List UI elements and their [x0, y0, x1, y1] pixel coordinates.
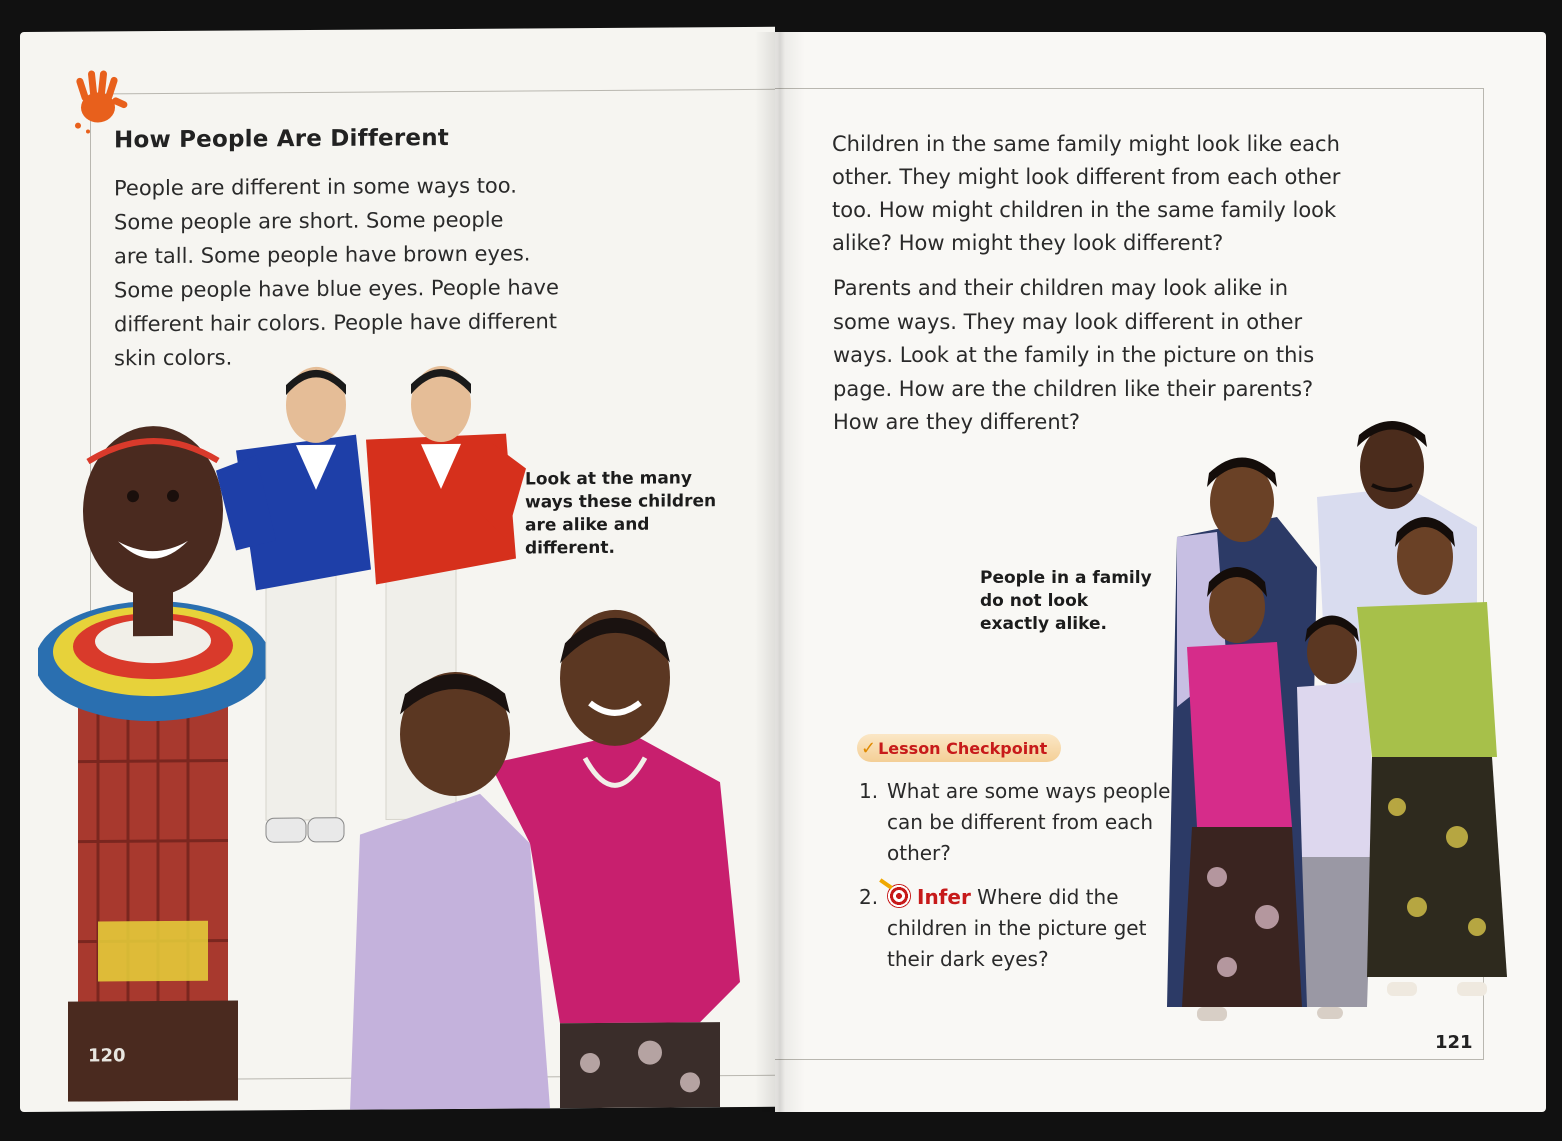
text-line: alike? How might they look different?	[832, 231, 1224, 255]
text-line: Parents and their children may look alike in	[833, 276, 1289, 300]
text-line: other. They might look different from each other	[832, 165, 1341, 189]
checkpoint-question-2	[859, 882, 1199, 977]
lesson-checkpoint-badge	[857, 734, 1061, 762]
right-paragraph-1	[832, 128, 1392, 260]
question-number: 1.	[859, 779, 879, 803]
text-line: ways. Look at the family in the picture on this	[833, 343, 1315, 367]
text-line: skin colors.	[114, 345, 233, 371]
text-line: some ways. They may look different in other	[833, 309, 1303, 334]
checkmark-icon: ✓	[861, 737, 877, 759]
photo-family	[1157, 407, 1517, 1047]
question-number: 2.	[859, 885, 879, 909]
left-page	[20, 27, 775, 1112]
section-heading: How People Are Different	[114, 125, 449, 154]
question-text: Where did the children in the picture get their dark eyes?	[887, 885, 1147, 971]
photo-boy-and-girl	[330, 582, 775, 1110]
text-line: How are they different?	[833, 410, 1081, 434]
left-paragraph	[114, 168, 594, 375]
right-photo-caption: People in a family do not look exactly alike.	[980, 568, 1152, 634]
page-number: 120	[88, 1045, 126, 1067]
text-line: too. How might children in the same family look	[832, 198, 1337, 222]
target-icon	[887, 884, 911, 908]
right-page	[775, 32, 1546, 1112]
open-book	[20, 32, 1546, 1112]
skill-label: Infer	[917, 885, 971, 909]
question-text: What are some ways people can be different from each other?	[887, 779, 1171, 865]
checkpoint-label: Lesson Checkpoint	[878, 738, 1048, 758]
text-line: Some people have blue eyes. People have	[114, 275, 559, 303]
text-line: page. How are the children like their parents?	[833, 376, 1314, 401]
page-number: 121	[1435, 1032, 1473, 1053]
text-line: are tall. Some people have brown eyes.	[114, 241, 531, 269]
text-line: People are different in some ways too.	[114, 173, 517, 201]
text-line: Children in the same family might look like each	[832, 132, 1340, 156]
left-photo-caption: Look at the many ways these children are alike and different.	[525, 468, 717, 559]
text-line: different hair colors. People have different	[114, 309, 558, 337]
text-line: Some people are short. Some people	[114, 207, 504, 235]
checkpoint-question-1	[859, 776, 1199, 871]
